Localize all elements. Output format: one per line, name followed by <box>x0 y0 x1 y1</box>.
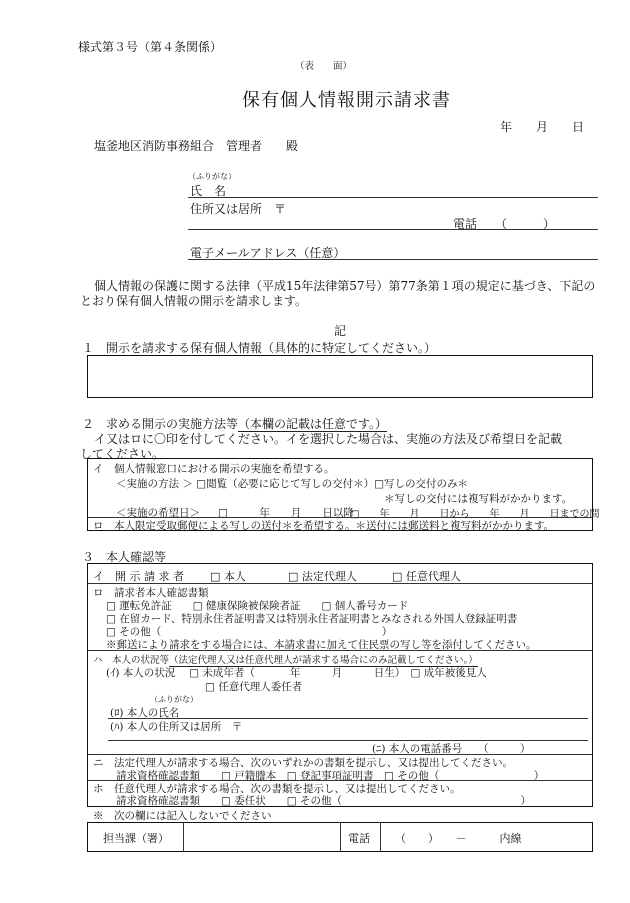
office-dept-value[interactable] <box>184 823 339 851</box>
intro-line-2: とおり保有個人情報の開示を請求します。 <box>80 294 308 308</box>
email-label: 電子メールアドレス（任意） <box>190 246 346 260</box>
id-docs-line-3[interactable]: □ その他（ ） <box>106 626 393 638</box>
requester-option-voluntary-agent[interactable]: □ 任意代理人 <box>392 570 461 583</box>
voluntary-agent-line-1: ホ 任意代理人が請求する場合、次の書類を提示し、又は提出してください。 <box>93 783 461 795</box>
office-dept-label: 担当課（署） <box>103 832 169 845</box>
person-name-label: (ﾛ) 本人の氏名 <box>110 707 180 719</box>
address-label: 住所又は居所 〒 <box>190 202 287 216</box>
furigana-label: （ふりがな） <box>188 172 236 181</box>
requester-option-self[interactable]: □ 本人 <box>210 570 246 583</box>
side-label: （表 面） <box>295 61 353 72</box>
row-divider <box>88 650 592 651</box>
person-furigana-label: （ふりがな） <box>150 695 198 704</box>
office-note: ※ 次の欄には記入しないでください <box>93 810 272 822</box>
requester-label: イ 開 示 請 求 者 <box>93 570 184 583</box>
person-address-label: (ﾊ) 本人の住所又は居所 〒 <box>110 721 243 733</box>
col-divider <box>340 822 341 852</box>
ki-label: 記 <box>334 324 347 338</box>
intro-line-1: 個人情報の保護に関する法律（平成15年法律第57号）第77条第１項の規定に基づき、下記の <box>94 279 596 293</box>
col-divider <box>380 822 381 852</box>
section1-input-box[interactable] <box>87 355 593 398</box>
date-line: 年 月 日 <box>500 120 585 134</box>
section1-heading: １ 開示を請求する保有個人情報（具体的に特定してください。） <box>82 341 437 355</box>
id-docs-note: ※郵送により請求をする場合には、本請求書に加えて住民票の写し等を添付してください。 <box>106 639 537 651</box>
id-docs-line-1[interactable]: □ 運転免許証 □ 健康保険被保険者証 □ 個人番号カード <box>106 600 409 612</box>
row-divider <box>88 583 592 584</box>
addressee: 塩釜地区消防事務組合 管理者 殿 <box>94 139 299 153</box>
person-status-title-text: ハ 本人の状況等 <box>93 655 170 666</box>
office-phone-value: （ ） － 内線 <box>395 832 522 845</box>
person-status-voluntary[interactable]: □ 任意代理人委任者 <box>205 681 303 693</box>
hope-date-option-2[interactable]: □ 年 月 日から 年 月 日までの間 <box>350 509 600 520</box>
id-docs-title: ロ 請求者本人確認書類 <box>93 587 209 599</box>
voluntary-agent-line-2[interactable]: 請求資格確認書類 □ 委任状 □ その他（ ） <box>116 795 532 807</box>
page-title: 保有個人情報開示請求書 <box>242 90 451 111</box>
legal-agent-line-2[interactable]: 請求資格確認書類 □ 戸籍謄本 □ 登記事項証明書 □ その他（ ） <box>116 770 545 782</box>
method-line[interactable]: ＜実施の方法 ＞ □閲覧（必要に応じて写しの交付＊）□写しの交付のみ＊ <box>116 478 469 490</box>
section2-heading-note: （本欄の記載は任意です。） <box>238 417 388 431</box>
office-phone-label: 電話 <box>348 832 370 845</box>
section3-heading: ３ 本人確認等 <box>82 550 167 564</box>
person-status-note: （法定代理人又は任意代理人が請求する場合にのみ記載してください。） <box>169 655 478 666</box>
name-underline[interactable] <box>188 197 598 198</box>
phone-label: 電話 （ ） <box>453 217 556 231</box>
address-underline[interactable] <box>188 229 598 230</box>
section2-instruction-2: してください。 <box>80 447 165 461</box>
person-phone-label: (ﾆ) 本人の電話番号 （ ） <box>372 743 531 755</box>
option-i-label[interactable]: イ 個人情報窓口における開示の実施を希望する。 <box>93 463 335 475</box>
section2-heading-text: ２ 求める開示の実施方法等 <box>82 417 239 431</box>
hope-date-label: ＜実施の希望日＞ <box>116 507 200 519</box>
name-label: 氏 名 <box>190 184 227 198</box>
person-status-title <box>93 652 478 666</box>
person-status-line[interactable]: (ｲ) 本人の状況 □ 未成年者（ 年 月 日生） □ 成年被後見人 <box>106 667 487 679</box>
option-ro-label[interactable]: ロ 本人限定受取郵便による写しの送付＊を希望する。＊送付には郵送料と複写料がかかります。 <box>93 520 555 532</box>
hope-date-option-1[interactable]: □ 年 月 日以降 <box>218 507 354 519</box>
form-number: 様式第３号（第４条関係） <box>78 40 223 54</box>
section2-instruction-1: イ又はロに〇印を付してください。イを選択した場合は、実施の方法及び希望日を記載 <box>94 432 563 446</box>
copy-fee-note: ＊写しの交付には複写料がかかります。 <box>384 493 573 505</box>
requester-option-legal-agent[interactable]: □ 法定代理人 <box>288 570 357 583</box>
email-underline[interactable] <box>188 259 598 260</box>
id-docs-line-2[interactable]: □ 在留カード、特別永住者証明書又は特別永住者証明書とみなされる外国人登録証明書 <box>106 613 518 625</box>
legal-agent-line-1: ニ 法定代理人が請求する場合、次のいずれかの書類を提示し、又は提出してください。 <box>93 757 513 769</box>
